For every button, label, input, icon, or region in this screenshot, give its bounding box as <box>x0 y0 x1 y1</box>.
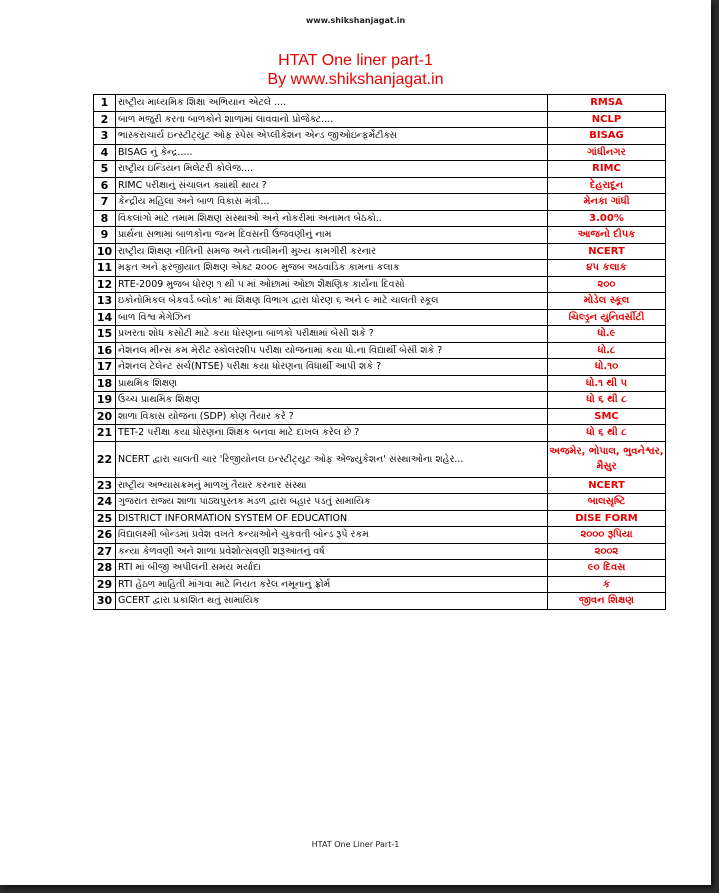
answer-cell: ધો ૬ થી ૮ <box>548 425 666 442</box>
row-number: 21 <box>94 425 116 442</box>
row-number: 28 <box>94 560 116 577</box>
table-row <box>94 425 666 442</box>
answer-cell: RMSA <box>548 95 666 112</box>
table-row <box>94 408 666 425</box>
table-row <box>94 477 666 494</box>
table-row <box>94 510 666 527</box>
question-cell: કેન્દ્રીય મહિલા અને બાળ વિકાસ મંત્રી... <box>116 194 548 211</box>
row-number: 11 <box>94 260 116 277</box>
row-number: 23 <box>94 477 116 494</box>
question-cell: RTI હેઠળ માહિતી માંગવા માટે નિયત કરેલ નમૂનાનું ફ્રોર્મ <box>116 576 548 593</box>
row-number: 2 <box>94 111 116 128</box>
row-number: 3 <box>94 128 116 145</box>
answer-cell: ૪૫ કલાક <box>548 260 666 277</box>
question-cell: રાષ્ટ્રીય માધ્યમિક શિક્ષા અભિયાન એટલે .... <box>116 95 548 112</box>
question-cell: ભાસ્કરાચાર્ય ઇન્સ્ટીટ્યુટ ઓફ સ્પેસ એપ્લીકેશન એન્ડ જીઓઇન્ફર્મેટીક્સ <box>116 128 548 145</box>
table-row <box>94 260 666 277</box>
document-subtitle: By www.shikshanjagat.in <box>267 71 444 88</box>
answer-cell: 3.00% <box>548 210 666 227</box>
table-row <box>94 309 666 326</box>
row-number: 5 <box>94 161 116 178</box>
question-cell: વિદ્યાલક્ષ્મી બોન્ડમાં પ્રવેશ વખતે કન્યાઓને ચુકવતી બોન્ડ રૂપે રકમ <box>116 527 548 544</box>
table-row <box>94 227 666 244</box>
table-row <box>94 359 666 376</box>
table-row <box>94 326 666 343</box>
answer-cell: દેહરાદૂન <box>548 177 666 194</box>
question-cell: વિકલાંગો માટે તમામ શિક્ષણ સંસ્થાઓ અને નોકરીમાં અનામત બેઠકો.. <box>116 210 548 227</box>
row-number: 17 <box>94 359 116 376</box>
answer-cell: મોડેલ સ્કૂલ <box>548 293 666 310</box>
table-row <box>94 276 666 293</box>
answer-cell: ગાંધીનગર <box>548 144 666 161</box>
row-number: 18 <box>94 375 116 392</box>
answer-cell: ધો.૧૦ <box>548 359 666 376</box>
table-row <box>94 441 666 477</box>
table-row <box>94 392 666 409</box>
question-cell: રાષ્ટ્રીય અભ્યાસક્રમનું માળખું તૈયાર કરનાર સંસ્થા <box>116 477 548 494</box>
table-row <box>94 128 666 145</box>
row-number: 13 <box>94 293 116 310</box>
question-cell: પ્રાથમિક શિક્ષણ <box>116 375 548 392</box>
question-cell: નેશનલ મીન્સ કમ મેરીટ સ્કોલરશીપ પરીક્ષા યોજનામાં કયા ધો.ના વિદ્યાર્થી બેસી શકે ? <box>116 342 548 359</box>
answer-cell: ૯૦ દિવસ <box>548 560 666 577</box>
answer-cell: ધો ૬ થી ૮ <box>548 392 666 409</box>
row-number: 8 <box>94 210 116 227</box>
row-number: 29 <box>94 576 116 593</box>
table-row <box>94 111 666 128</box>
row-number: 7 <box>94 194 116 211</box>
question-cell: ઉચ્ચ પ્રાથમિક શિક્ષણ <box>116 392 548 409</box>
row-number: 20 <box>94 408 116 425</box>
answer-cell: ધો.૮ <box>548 342 666 359</box>
question-cell: DISTRICT INFORMATION SYSTEM OF EDUCATION <box>116 510 548 527</box>
question-cell: રાષ્ટ્રીય શિક્ષણ નીતિની સમજ અને તાલીમની મુખ્ય કામગીરી કરનાર <box>116 243 548 260</box>
row-number: 24 <box>94 494 116 511</box>
answer-cell: DISE FORM <box>548 510 666 527</box>
answer-cell: ૨૦૦૨ <box>548 543 666 560</box>
answer-cell: SMC <box>548 408 666 425</box>
table-row <box>94 543 666 560</box>
row-number: 22 <box>94 441 116 477</box>
question-cell: પ્રાર્થના સભામાં બાળકોના જન્મ દિવસની ઉજવણીનું નામ <box>116 227 548 244</box>
table-row <box>94 527 666 544</box>
question-cell: RTE-2009 મુજબ ધોરણ ૧ થી ૫ માં ઓછામાં ઓછા શૈક્ષણિક કાર્યના દિવસો <box>116 276 548 293</box>
answer-cell: ધો.૧ થી ૫ <box>548 375 666 392</box>
answer-cell: અજમેર, ભોપાલ, ભુવનેશ્વર, મૈસુર <box>548 441 666 477</box>
question-cell: પ્રખરતા શોધ કસોટી માટે કયા ધોરણના બાળકો પરીક્ષામાં બેસી શકે ? <box>116 326 548 343</box>
question-cell: NCERT દ્વારા ચાલતી ચાર 'રિજીયોનલ ઇન્સ્ટીટ્યુટ ઓફ એજ્યુકેશન' સંસ્થાઓના શહેર... <box>116 441 548 477</box>
row-number: 12 <box>94 276 116 293</box>
answer-cell: ધો.૯ <box>548 326 666 343</box>
row-number: 14 <box>94 309 116 326</box>
row-number: 10 <box>94 243 116 260</box>
question-cell: ગુજરાત રાજ્ય શાળા પાઠ્યપુસ્તક મંડળ દ્વારા બહાર પડતું સામાયિક <box>116 494 548 511</box>
table-row <box>94 560 666 577</box>
table-row <box>94 593 666 610</box>
row-number: 27 <box>94 543 116 560</box>
row-number: 26 <box>94 527 116 544</box>
question-cell: કન્યા કેળવણી અને શાળા પ્રવેશોત્સવણી શરૂઆતનું વર્ષ <box>116 543 548 560</box>
answer-cell: બાલસૃષ્ટિ <box>548 494 666 511</box>
row-number: 16 <box>94 342 116 359</box>
question-cell: શાળા વિકાસ યોજના (SDP) કોણ તૈયાર કરે ? <box>116 408 548 425</box>
question-cell: બાળ વિશ્વ મેગેઝિન <box>116 309 548 326</box>
question-cell: મફત અને ફરજીયાત શિક્ષણ એક્ટ ૨૦૦૯ મુજબ અઠવાડિક કામના કલાક <box>116 260 548 277</box>
question-cell: GCERT દ્વારા પ્રકાશિત થતું સામાયિક <box>116 593 548 610</box>
row-number: 9 <box>94 227 116 244</box>
row-number: 1 <box>94 95 116 112</box>
question-cell: RTI માં બીજી અપીલની સમય મર્યાદા <box>116 560 548 577</box>
answer-cell: જીવન શિક્ષણ <box>548 593 666 610</box>
table-row <box>94 210 666 227</box>
question-cell: રાષ્ટ્રીય ઇન્ડિયન મિલેટરી કોલેજ.... <box>116 161 548 178</box>
table-row <box>94 576 666 593</box>
answer-cell: ક <box>548 576 666 593</box>
table-row <box>94 342 666 359</box>
row-number: 25 <box>94 510 116 527</box>
answer-cell: મેનકા ગાંધી <box>548 194 666 211</box>
table-row <box>94 144 666 161</box>
answer-cell: NCERT <box>548 243 666 260</box>
question-cell: નેશનલ ટેલેન્ટ સર્ચ(NTSE) પરીક્ષા કયા ધોરણના વિધાર્થી આપી શકે ? <box>116 359 548 376</box>
answer-cell: ૨૦૦૦ રૂપિયા <box>548 527 666 544</box>
row-number: 15 <box>94 326 116 343</box>
answer-cell: RIMC <box>548 161 666 178</box>
question-cell: RIMC પરીક્ષાનું સંચાલન ક્યાંથી થાય ? <box>116 177 548 194</box>
row-number: 4 <box>94 144 116 161</box>
answer-cell: આજનો દીપક <box>548 227 666 244</box>
answer-cell: ચિલ્ડ્રન યુનિવર્સીટી <box>548 309 666 326</box>
table-row <box>94 293 666 310</box>
answer-cell: ૨૦૦ <box>548 276 666 293</box>
answer-cell: NCERT <box>548 477 666 494</box>
table-row <box>94 494 666 511</box>
table-row <box>94 243 666 260</box>
answer-cell: NCLP <box>548 111 666 128</box>
one-liner-table <box>93 94 666 610</box>
answer-cell: BISAG <box>548 128 666 145</box>
document-title: HTAT One liner part-1 <box>278 52 433 69</box>
table-row <box>94 95 666 112</box>
header-url: www.shikshanjagat.in <box>305 16 406 25</box>
row-number: 6 <box>94 177 116 194</box>
table-row <box>94 194 666 211</box>
page-footer: HTAT One Liner Part-1 <box>311 840 400 849</box>
question-cell: TET-2 પરીક્ષા કયા ધોરણના શિક્ષક બનવા માટે દાખલ કરેલ છે ? <box>116 425 548 442</box>
row-number: 30 <box>94 593 116 610</box>
question-cell: ઇકોનોમિકલ બેકવર્ડ બ્લોક' માં શિક્ષણ વિભાગ દ્વારા ધોરણ ૬ અને ૯ માટે ચાલતી સ્કૂલ <box>116 293 548 310</box>
table-row <box>94 375 666 392</box>
table-row <box>94 161 666 178</box>
question-cell: બાળ મજુરી કરતા બાળકોને શાળામાં લાવવાનો પ્રોજેક્ટ.... <box>116 111 548 128</box>
row-number: 19 <box>94 392 116 409</box>
question-cell: BISAG નું કેન્દ્ર..... <box>116 144 548 161</box>
table-row <box>94 177 666 194</box>
